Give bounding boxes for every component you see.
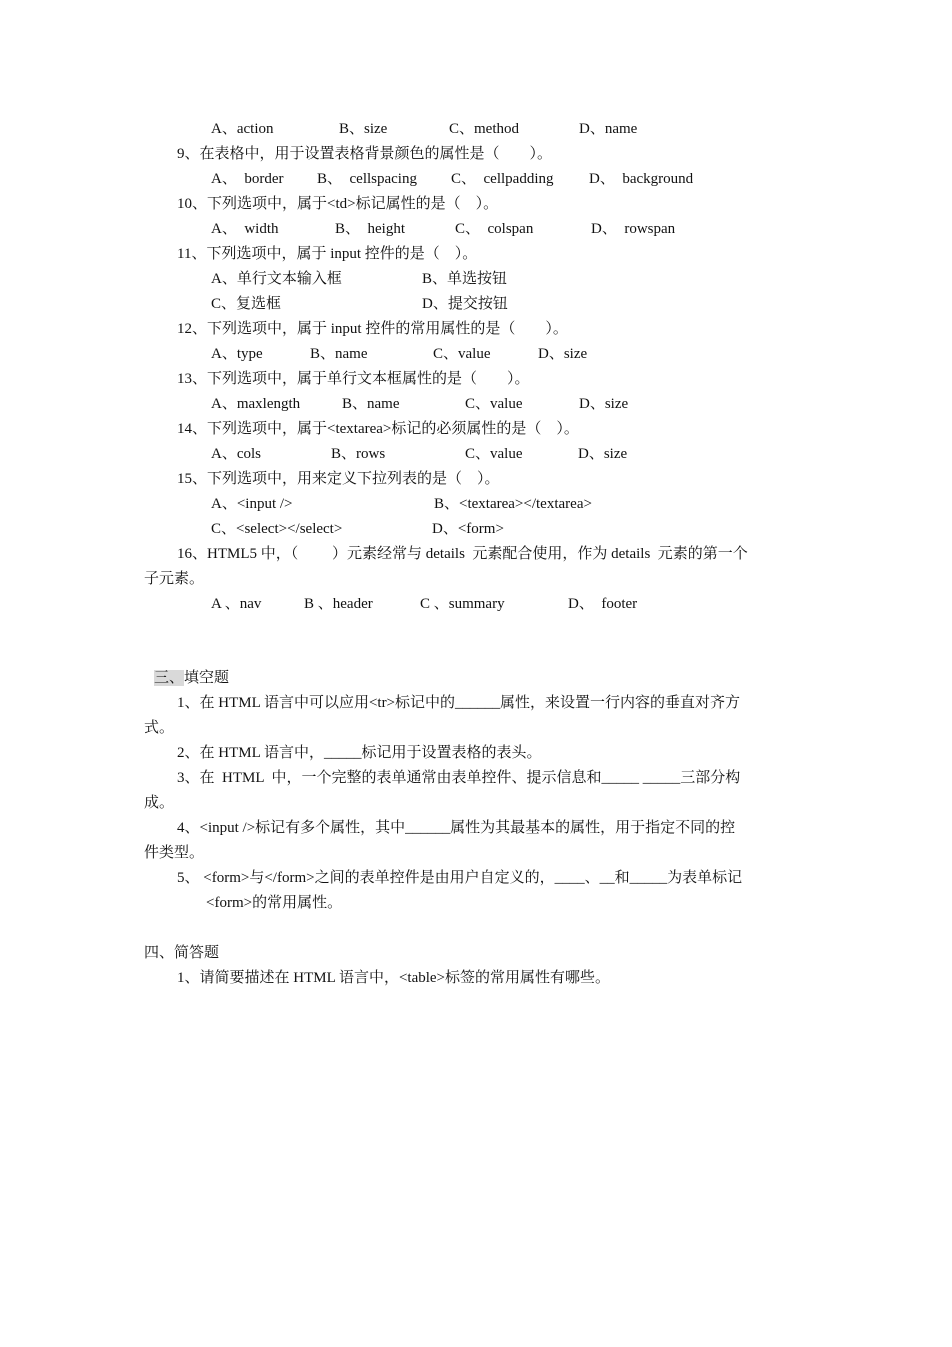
fill-q5-line1: 5、 <form>与</form>之间的表单控件是由用户自定义的，____、__和_____为表单标记 xyxy=(177,870,743,886)
q8-option-c: C、method xyxy=(449,121,519,137)
q10-option-c: C、 colspan xyxy=(455,221,534,237)
q13-option-c: C、value xyxy=(465,396,523,412)
q10-option-d: D、 rowspan xyxy=(591,221,676,237)
fill-q3-line1: 3、在 HTML 中，一个完整的表单通常由表单控件、提示信息和_____ _____三部分构 xyxy=(177,770,741,786)
q9-option-b: B、 cellspacing xyxy=(317,171,417,187)
q10-option-a: A、 width xyxy=(211,221,279,237)
q16-option-b: B 、header xyxy=(304,596,373,612)
short-answer-q1: 1、请简要描述在 HTML 语言中，<table>标签的常用属性有哪些。 xyxy=(177,970,611,986)
fill-q4-line2: 件类型。 xyxy=(144,845,205,861)
q8-option-d: D、name xyxy=(579,121,638,137)
section3-heading-number: 三、 xyxy=(154,670,185,686)
q8-option-b: B、size xyxy=(339,121,388,137)
q13-question: 13、下列选项中，属于单行文本框属性的是（ ）。 xyxy=(177,371,530,387)
section3-heading xyxy=(154,668,229,688)
q11-option-c: C、复选框 xyxy=(211,296,282,312)
q9-option-c: C、 cellpadding xyxy=(451,171,554,187)
fill-q1-line2: 式。 xyxy=(144,720,175,736)
q16-option-a: A 、nav xyxy=(211,596,262,612)
q12-option-d: D、size xyxy=(538,346,588,362)
section3-heading-title: 填空题 xyxy=(184,670,230,686)
q8-option-a: A、action xyxy=(211,121,274,137)
q10-option-b: B、 height xyxy=(335,221,405,237)
q15-option-c: C、<select></select> xyxy=(211,521,343,537)
q14-option-a: A、cols xyxy=(211,446,261,462)
q9-option-d: D、 background xyxy=(589,171,694,187)
q13-option-b: B、name xyxy=(342,396,400,412)
fill-q4-line1: 4、<input />标记有多个属性，其中______属性为其最基本的属性，用于指定不同的控 xyxy=(177,820,736,836)
q15-option-d: D、<form> xyxy=(432,521,504,537)
q16-question-line1: 16、HTML5 中，（ ）元素经常与 details 元素配合使用，作为 details 元素的第一个 xyxy=(177,546,748,562)
q13-option-a: A、maxlength xyxy=(211,396,301,412)
q14-option-d: D、size xyxy=(578,446,628,462)
fill-q2-line1: 2、在 HTML 语言中，_____标记用于设置表格的表头。 xyxy=(177,745,542,761)
q10-question: 10、下列选项中，属于<td>标记属性的是（ ）。 xyxy=(177,196,499,212)
q16-option-c: C 、summary xyxy=(420,596,505,612)
q11-option-b: B、单选按钮 xyxy=(422,271,508,287)
q16-question-line2: 子元素。 xyxy=(144,571,205,587)
q14-option-c: C、value xyxy=(465,446,523,462)
q16-option-d: D、 footer xyxy=(568,596,638,612)
q14-question: 14、下列选项中，属于<textarea>标记的必须属性的是（ ）。 xyxy=(177,421,579,437)
q9-option-a: A、 border xyxy=(211,171,284,187)
q15-question: 15、下列选项中，用来定义下拉列表的是（ ）。 xyxy=(177,471,500,487)
q9-question: 9、在表格中，用于设置表格背景颜色的属性是（ ）。 xyxy=(177,146,553,162)
q11-option-d: D、提交按钮 xyxy=(422,296,508,312)
q12-option-a: A、type xyxy=(211,346,263,362)
section4-heading: 四、简答题 xyxy=(144,945,220,961)
fill-q5-line2: <form>的常用属性。 xyxy=(206,895,343,911)
q13-option-d: D、size xyxy=(579,396,629,412)
q15-option-b: B、<textarea></textarea> xyxy=(434,496,592,512)
q11-question: 11、下列选项中，属于 input 控件的是（ ）。 xyxy=(177,246,478,262)
q12-option-c: C、value xyxy=(433,346,491,362)
fill-q3-line2: 成。 xyxy=(144,795,175,811)
q15-option-a: A、<input /> xyxy=(211,496,293,512)
fill-q1-line1: 1、在 HTML 语言中可以应用<tr>标记中的______属性，来设置一行内容的垂直对齐方 xyxy=(177,695,741,711)
q12-question: 12、下列选项中，属于 input 控件的常用属性的是（ ）。 xyxy=(177,321,568,337)
q11-option-a: A、单行文本输入框 xyxy=(211,271,342,287)
q14-option-b: B、rows xyxy=(331,446,386,462)
q12-option-b: B、name xyxy=(310,346,368,362)
